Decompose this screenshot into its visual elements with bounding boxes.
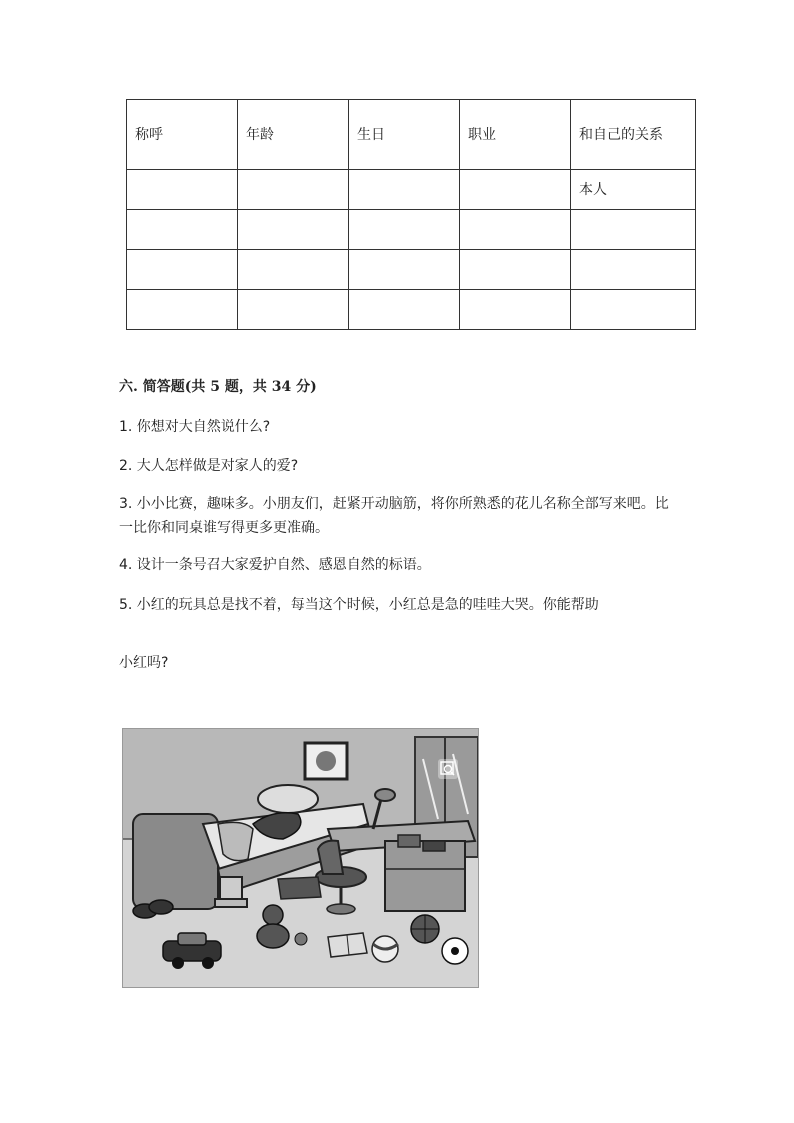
table-row <box>127 210 696 250</box>
messy-bedroom-illustration <box>122 728 479 988</box>
table-header-row <box>127 100 696 170</box>
table-cell <box>349 290 460 330</box>
table-cell <box>460 250 571 290</box>
header-cell: 和自己的关系 <box>571 100 696 170</box>
table-cell <box>349 170 460 210</box>
question-4: 4. 设计一条号召大家爱护自然、感恩自然的标语。 <box>119 557 431 573</box>
table-cell <box>349 210 460 250</box>
table-cell <box>460 290 571 330</box>
table-cell <box>127 210 238 250</box>
question-5: 5. 小红的玩具总是找不着，每当这个时候，小红总是急的哇哇大哭。你能帮助 <box>119 597 599 613</box>
zoom-icon[interactable] <box>438 759 458 779</box>
table-cell <box>238 250 349 290</box>
table-cell <box>238 290 349 330</box>
table-cell <box>571 290 696 330</box>
table-row <box>127 290 696 330</box>
family-info-table <box>126 99 696 330</box>
table-cell: 本人 <box>571 170 696 210</box>
header-cell: 年龄 <box>238 100 349 170</box>
table-row <box>127 170 696 210</box>
table-cell <box>460 170 571 210</box>
table-cell <box>571 210 696 250</box>
table-cell <box>460 210 571 250</box>
table-row <box>127 250 696 290</box>
question-5-continued: 小红吗? <box>119 655 169 671</box>
question-1: 1. 你想对大自然说什么? <box>119 419 271 435</box>
table-cell <box>127 290 238 330</box>
table-cell <box>238 210 349 250</box>
table-cell <box>238 170 349 210</box>
table-cell <box>127 250 238 290</box>
table-cell <box>571 250 696 290</box>
question-2: 2. 大人怎样做是对家人的爱? <box>119 458 299 474</box>
table-cell <box>127 170 238 210</box>
section-title: 六. 简答题(共 5 题，共 34 分) <box>119 379 317 395</box>
header-cell: 生日 <box>349 100 460 170</box>
question-3: 3. 小小比赛，趣味多。小朋友们，赶紧开动脑筋，将你所熟悉的花儿名称全部写来吧。比一比你和同桌谁写得更多更准确。 <box>119 496 669 536</box>
header-cell: 称呼 <box>127 100 238 170</box>
table-cell <box>349 250 460 290</box>
header-cell: 职业 <box>460 100 571 170</box>
